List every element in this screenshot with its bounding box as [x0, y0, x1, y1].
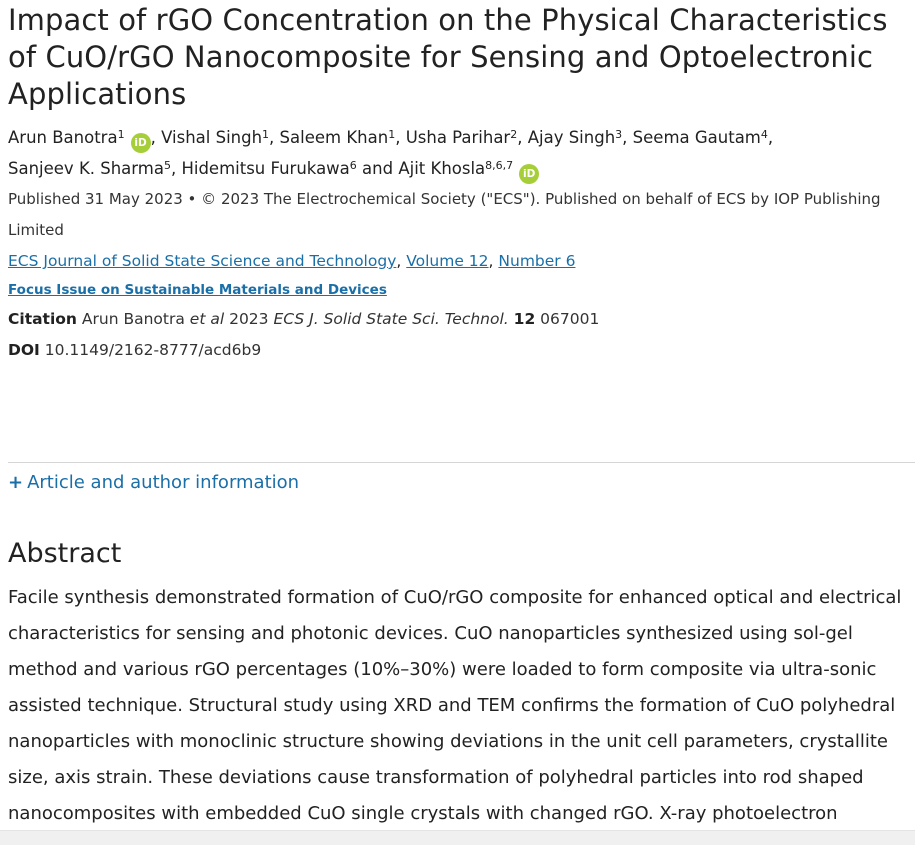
author-name[interactable]: Saleem Khan: [279, 128, 389, 147]
author-affiliation: 8,6,7: [485, 159, 514, 172]
author-list: Arun Banotra$^1$iD , Vishal Singh$^1$, Saleem Khan$^1$, Usha Parihar$^2$, Ajay Singh$^3$, Seema Gautam$^4$, Sanjeev K. Sharma$^5$, Hidemitsu Furukawa$^6$ and Ajit Khosla$^{8,6,7}$iD: [8, 122, 908, 184]
author[interactable]: [8, 159, 171, 178]
citation-etal: et al: [189, 310, 225, 328]
author-affiliation: 1: [388, 128, 396, 141]
citation: [8, 304, 915, 335]
citation-year: 2023: [229, 310, 269, 328]
author-affiliation: 2: [510, 128, 518, 141]
author-affiliation: 4: [760, 128, 768, 141]
author[interactable]: [280, 128, 396, 147]
article-info-toggle[interactable]: [8, 469, 299, 497]
citation-authors: Arun Banotra: [81, 310, 185, 328]
author-name[interactable]: Sanjeev K. Sharma: [8, 159, 164, 178]
author-name[interactable]: Ajit Khosla: [398, 159, 486, 178]
author-affiliation: 1: [262, 128, 270, 141]
author[interactable]: [528, 128, 622, 147]
author[interactable]: [181, 159, 356, 178]
author-name[interactable]: Ajay Singh: [527, 128, 616, 147]
issue-link[interactable]: Number 6: [498, 252, 576, 270]
doi: [8, 335, 915, 366]
journal-line: ECS Journal of Solid State Science and Technology, Volume 12, Number 6: [8, 252, 576, 270]
author[interactable]: [406, 128, 518, 147]
section-divider: [8, 462, 915, 463]
citation-label: Citation: [8, 310, 77, 328]
publication-info: Published 31 May 2023 • © 2023 The Electrochemical Society ("ECS"). Published on behalf of ECS by IOP Publishing Limited: [8, 190, 881, 239]
abstract-heading: Abstract: [8, 538, 122, 569]
bottom-bar: [0, 830, 915, 845]
doi-label: DOI: [8, 341, 40, 359]
journal-link[interactable]: ECS Journal of Solid State Science and Technology: [8, 252, 397, 270]
author-affiliation: 6: [349, 159, 357, 172]
author[interactable]: [8, 128, 151, 147]
authors-joiner: and: [362, 159, 394, 178]
orcid-icon[interactable]: iD: [131, 133, 151, 153]
author-affiliation: 5: [163, 159, 171, 172]
author-name[interactable]: Arun Banotra: [8, 128, 118, 147]
author-name[interactable]: Vishal Singh: [161, 128, 263, 147]
author[interactable]: [633, 128, 768, 147]
citation-volume: 12: [513, 310, 536, 328]
article-title: Impact of rGO Concentration on the Physical Characteristics of CuO/rGO Nanocomposite for Sensing and Optoelectronic Applications: [8, 3, 888, 111]
author-name[interactable]: Seema Gautam: [632, 128, 761, 147]
abstract-text: Facile synthesis demonstrated formation of CuO/rGO composite for enhanced optical and electrical characteristics for sensing and photonic devices. CuO nanoparticles synthesized using sol-gel method and various rGO percentages (10%–30%) were loaded to form composite via ultra-sonic assisted technique. Structural study using XRD and TEM confirms the formation of CuO polyhedral nanoparticles with monoclinic structure showing deviations in the unit cell parameters, crystallite size, axis strain. These deviations cause transformation of polyhedral particles into rod shaped nanocomposites with embedded CuO single crystals with changed rGO. X-ray photoelectron: [8, 587, 902, 824]
author[interactable]: [398, 159, 539, 178]
focus-issue-link[interactable]: Focus Issue on Sustainable Materials and Devices: [8, 282, 387, 298]
author-name[interactable]: Usha Parihar: [405, 128, 511, 147]
author-affiliation: 1: [117, 128, 125, 141]
doi-value[interactable]: 10.1149/2162-8777/acd6b9: [44, 341, 262, 359]
author-affiliation: 3: [615, 128, 623, 141]
plus-icon: +: [8, 472, 24, 493]
orcid-icon[interactable]: iD: [519, 164, 539, 184]
citation-article: 067001: [540, 310, 600, 328]
focus-issue-row: [8, 277, 915, 304]
author-name[interactable]: Hidemitsu Furukawa: [181, 159, 350, 178]
volume-link[interactable]: Volume 12: [406, 252, 489, 270]
citation-journal: ECS J. Solid State Sci. Technol.: [273, 310, 509, 328]
author[interactable]: [161, 128, 269, 147]
article-info-label: Article and author information: [27, 472, 300, 493]
